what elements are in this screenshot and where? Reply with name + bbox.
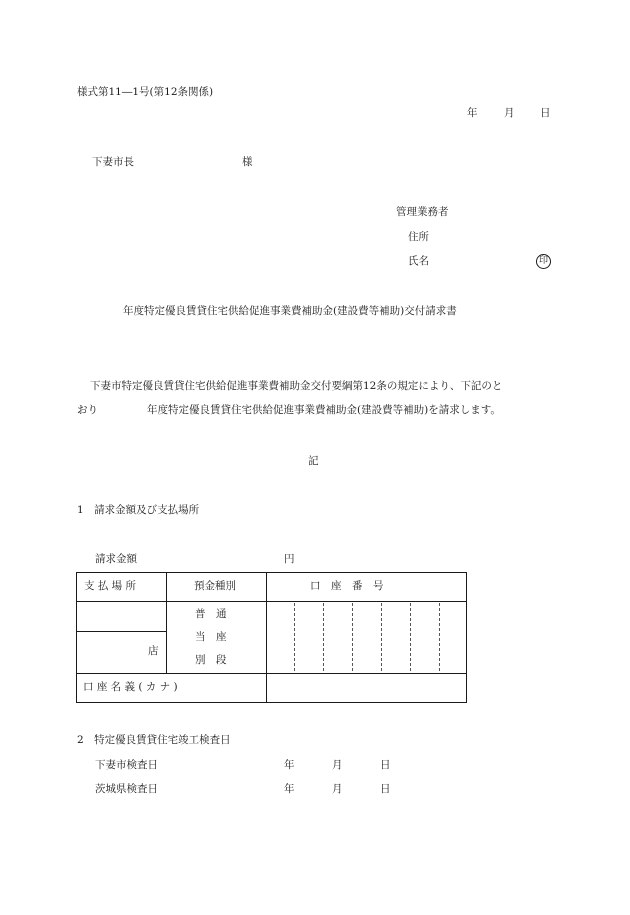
header-payment-place: 支 払 場 所: [84, 580, 137, 592]
inspection-year: 年: [284, 759, 295, 771]
amount-label: 請求金額: [95, 553, 137, 565]
applicant-role: 管理業務者: [396, 206, 449, 218]
body-line-2-rest: 年度特定優良賃貸住宅供給促進事業費補助金(建設費等補助)を請求します。: [147, 404, 501, 416]
account-holder-label: 口 座 名 義 ( カ ナ ): [83, 681, 178, 693]
applicant-address-label: 住所: [408, 231, 429, 243]
inspection-year: 年: [284, 783, 295, 795]
date-day-label: 日: [540, 107, 551, 119]
body-line-2-start: おり: [77, 404, 98, 416]
deposit-type-special: 別 段: [195, 654, 227, 666]
applicant-name-label: 氏名: [408, 255, 429, 267]
inspection-row-label: 下妻市検査日: [95, 759, 158, 771]
inspection-day: 日: [380, 783, 391, 795]
seal-mark: 印: [536, 254, 551, 269]
table-holder-divider: [76, 673, 467, 674]
table-header-divider: [76, 601, 467, 602]
section-1-heading: 1 請求金額及び支払場所: [77, 504, 200, 516]
inspection-month: 月: [332, 759, 343, 771]
table-col-divider-2: [266, 572, 267, 703]
branch-suffix: 店: [148, 645, 159, 657]
table-place-divider: [76, 631, 166, 632]
date-month-label: 月: [504, 107, 515, 119]
inspection-day: 日: [380, 759, 391, 771]
inspection-month: 月: [332, 783, 343, 795]
inspection-row-label: 茨城県検査日: [95, 783, 158, 795]
addressee-honorific: 様: [242, 156, 253, 168]
ki-heading: 記: [308, 455, 319, 467]
amount-unit: 円: [284, 553, 295, 565]
document-title: 年度特定優良賃貸住宅供給促進事業費補助金(建設費等補助)交付請求書: [123, 305, 457, 317]
header-deposit-type: 預金種別: [194, 580, 236, 592]
header-account-number: 口 座 番 号: [310, 580, 384, 592]
deposit-type-current: 当 座: [195, 631, 227, 643]
table-col-divider-1: [166, 572, 167, 673]
section-2-heading: 2 特定優良賃貸住宅竣工検査日: [77, 734, 231, 746]
deposit-type-ordinary: 普 通: [195, 608, 227, 620]
addressee-name: 下妻市長: [92, 156, 134, 168]
body-line-1: 下妻市特定優良賃貸住宅供給促進事業費補助金交付要綱第12条の規定により、下記のと: [90, 380, 503, 392]
date-year-label: 年: [467, 107, 478, 119]
form-number: 様式第11―1号(第12条関係): [77, 86, 214, 98]
